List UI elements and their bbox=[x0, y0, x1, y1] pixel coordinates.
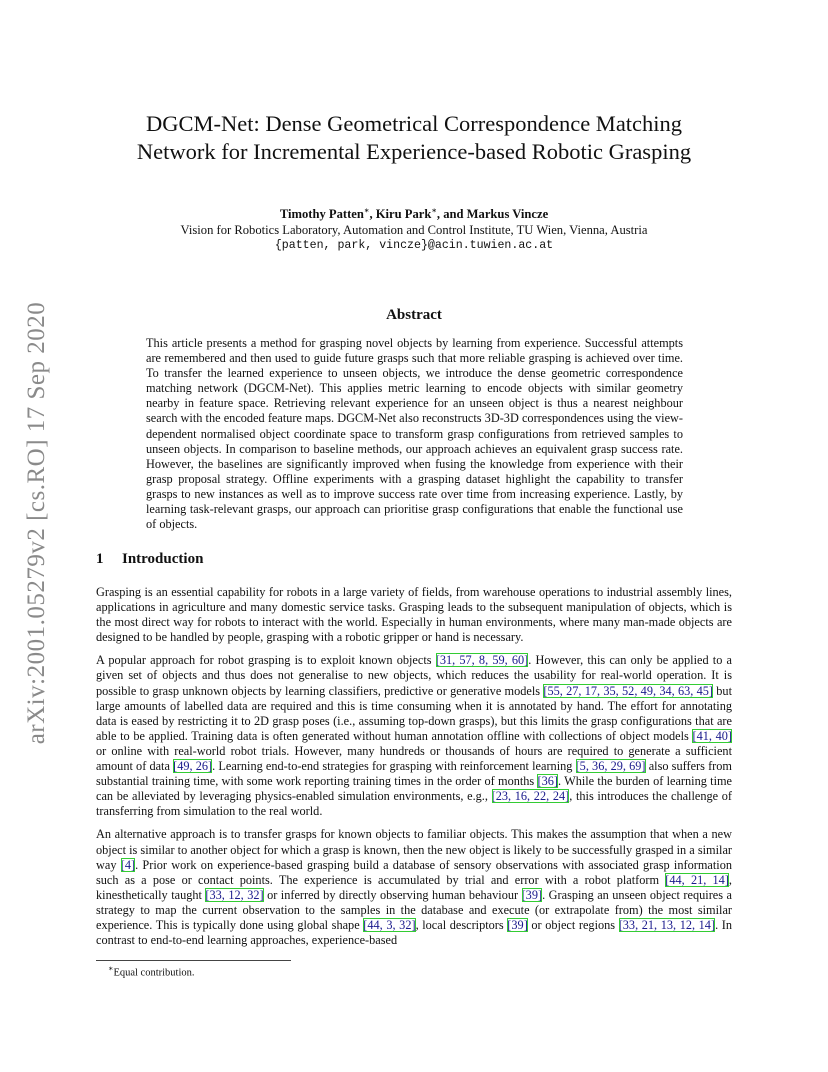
section-heading-introduction bbox=[96, 551, 203, 568]
paper-title bbox=[96, 110, 732, 166]
citation-link[interactable]: [44, 21, 14] bbox=[665, 872, 729, 887]
citation-link[interactable]: [31, 57, 8, 59, 60] bbox=[435, 653, 529, 668]
citation-link[interactable]: [41, 40] bbox=[692, 728, 732, 743]
text-run: also suffers from substantial training time, with some work reporting training times in the order of months bbox=[96, 759, 732, 789]
footnote-text: Equal contribution. bbox=[113, 967, 195, 979]
citation-link[interactable]: [23, 16, 22, 24] bbox=[491, 789, 570, 804]
citation-link[interactable]: [39] bbox=[507, 917, 528, 932]
abstract-body: This article presents a method for grasping novel objects by learning from experience. Successful attempts are remembered and then used to guide future grasps such that more reliable grasping is achieved over time. To transfer the learned experience to unseen objects, we introduce the dense geometric correspondence matching network (DGCM-Net). This applies metric learning to encode objects with similar geometry nearby in feature space. Retrieving relevant experience for an unseen object is thus a nearest neighbour search with the encoded feature maps. DGCM-Net also reconstructs 3D-3D correspondences using the view-dependent normalised object coordinate space to transform grasp configurations from retrieved samples to unseen objects. In comparison to baseline methods, our approach achieves an equivalent grasp success rate. However, the baselines are significantly improved when fusing the knowledge from experience with their grasp proposal strategy. Offline experiments with a grasping dataset highlight the capability to transfer grasps to new instances as well as to improve success rate over time from increasing experience. Lastly, by learning task-relevant grasps, our approach can prioritise grasp configurations that enable the functional use of objects. bbox=[146, 336, 683, 532]
text-run: . Learning end-to-end strategies for grasping with reinforcement learning bbox=[212, 759, 576, 774]
section-title: Introduction bbox=[122, 551, 204, 567]
author-2: Kiru Park bbox=[375, 207, 432, 222]
text-run: but large amounts of labelled data are required and this is time consuming when it is annotated by hand. The effort for annotating data is eased by restricting it to 2D grasp poses (i.e., assuming top-down grasps), but this limits the grasp configurations that are able to be applied. Training data is often generated without human annotation offline with collections of object models bbox=[96, 683, 732, 743]
text-run: . However, this can only be applied to a given set of objects and thus does not generalise to new objects, which reduces the usability for real-world operation. It is possible to grasp unknown objects by learning classifiers, predictive or generative models bbox=[96, 653, 732, 698]
introduction-body bbox=[96, 585, 732, 956]
citation-link[interactable]: [4] bbox=[120, 857, 136, 872]
footnote-divider bbox=[96, 960, 291, 961]
intro-paragraph-2 bbox=[96, 653, 732, 819]
text-run: , kinesthetically taught bbox=[96, 872, 732, 902]
equal-contribution-mark-2: ∗ bbox=[431, 206, 437, 215]
paper-title-line-1: DGCM-Net: Dense Geometrical Correspondence Matching bbox=[145, 111, 683, 136]
citation-link[interactable]: [39] bbox=[521, 887, 543, 902]
text-run: . Grasping an unseen object requires a strategy to map the current observation to the samples in the database and execute (or extrapolate from) the most similar experience. This is typically done using global shape bbox=[96, 887, 732, 932]
text-run: or online with real-world robot trials. However, many hundreds or thousands of hours are required to generate a sufficient amount of data bbox=[96, 743, 732, 774]
citation-link[interactable]: [33, 12, 32] bbox=[205, 887, 264, 902]
text-run: . Prior work on experience-based grasping build a database of sensory observations with associated grasp information such as a pose or contact points. The experience is accumulated by trial and error with a robot platform bbox=[96, 857, 732, 887]
citation-link[interactable]: [36] bbox=[537, 774, 558, 789]
citation-link[interactable]: [44, 3, 32] bbox=[363, 917, 416, 932]
footnote bbox=[108, 964, 195, 979]
paper-title-line-2: Network for Incremental Experience-based Robotic Grasping bbox=[136, 139, 692, 164]
section-number: 1 bbox=[96, 551, 104, 567]
text-run: . In contrast to end-to-end learning approaches, experience-based bbox=[96, 917, 732, 948]
text-run: or inferred by directly observing human behaviour bbox=[263, 887, 522, 902]
intro-paragraph-3 bbox=[96, 827, 732, 948]
arxiv-identifier-text: arXiv:2001.05279v2 [cs.RO] 17 Sep 2020 bbox=[23, 301, 50, 745]
author-names: Timothy Patten∗, Kiru Park∗, and Markus Vincze bbox=[279, 206, 549, 222]
citation-link[interactable]: [5, 36, 29, 69] bbox=[575, 759, 646, 774]
author-3: Markus Vincze bbox=[466, 207, 549, 222]
author-block bbox=[96, 203, 732, 254]
citation-link[interactable]: [33, 21, 13, 12, 14] bbox=[618, 917, 716, 932]
author-emails: {patten, park, vincze}@acin.tuwien.ac.at bbox=[274, 239, 554, 253]
text-run: A popular approach for robot grasping is to exploit known objects bbox=[96, 653, 436, 668]
author-affiliation: Vision for Robotics Laboratory, Automation and Control Institute, TU Wien, Vienna, Austria bbox=[180, 223, 648, 238]
footnote-mark: ∗ bbox=[108, 964, 114, 973]
arxiv-side-identifier bbox=[22, 288, 52, 758]
text-run: or object regions bbox=[527, 917, 619, 932]
intro-paragraph-1: Grasping is an essential capability for robots in a large variety of fields, from warehouse operations to industrial assembly lines, applications in agriculture and many domestic service tasks. Grasping leads to the subsequent manipulation of objects, which is the most direct way for robots to interact with the world. Especially in human environments, where many man-made objects are designed to be handled by people, grasping with a robotic gripper or hand is necessary. bbox=[96, 585, 732, 645]
text-run: An alternative approach is to transfer grasps for known objects to familiar objects. This makes the assumption that when a new object is similar to another object for which a grasp is known, then the new object is likely to be successfully grasped in a similar way bbox=[96, 827, 732, 872]
text-run: . While the burden of learning time can be alleviated by leveraging physics-enabled simulation environments, e.g., bbox=[96, 774, 733, 804]
citation-link[interactable]: [49, 26] bbox=[173, 759, 213, 774]
abstract-heading: Abstract bbox=[386, 307, 442, 323]
author-1: Timothy Patten bbox=[279, 207, 364, 222]
text-run: , this introduces the challenge of transferring from simulation to the real world. bbox=[96, 789, 733, 819]
equal-contribution-mark-1: ∗ bbox=[363, 206, 370, 215]
text-run: , local descriptors bbox=[415, 917, 508, 932]
citation-link[interactable]: [55, 27, 17, 35, 52, 49, 34, 63, 45] bbox=[543, 683, 713, 698]
